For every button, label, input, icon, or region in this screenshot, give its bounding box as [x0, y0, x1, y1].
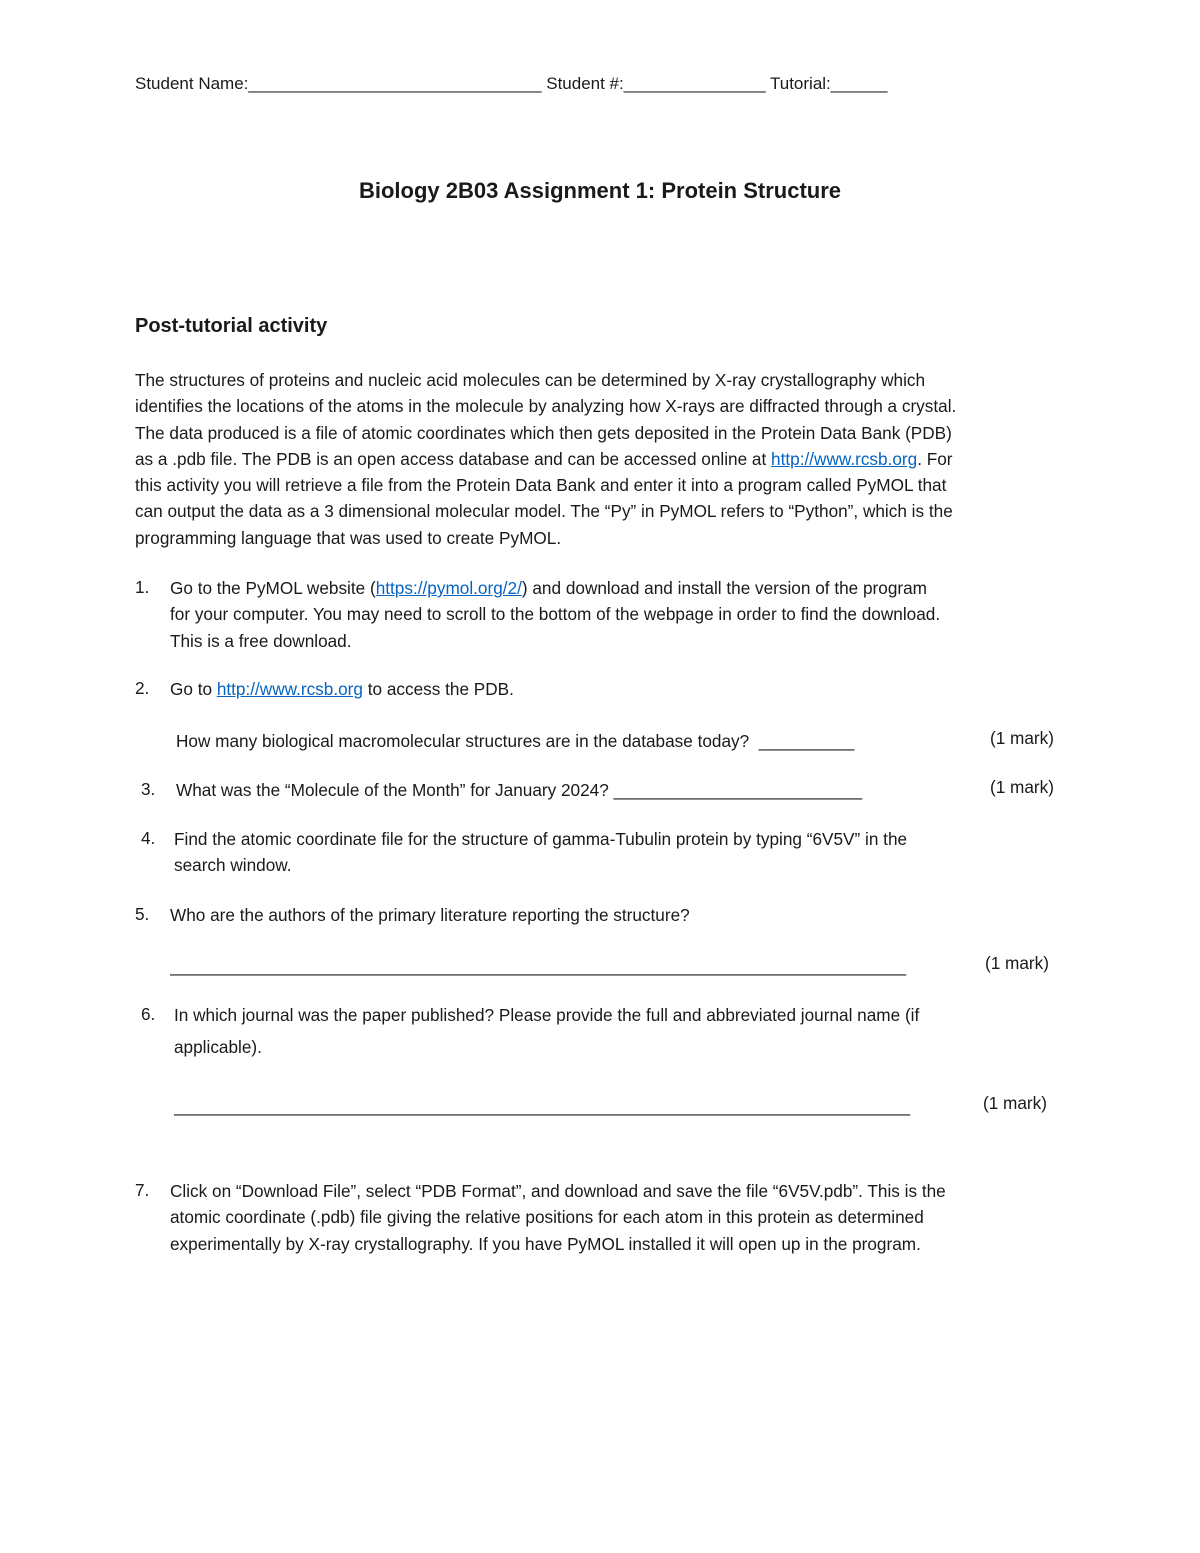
student-info-header — [135, 74, 888, 94]
mark-label: (1 mark) — [985, 953, 1049, 973]
question-line: experimentally by X-ray crystallography. If you have PyMOL installed it will open up in the program. — [170, 1233, 921, 1254]
student-number-label: Student #: — [546, 74, 624, 93]
question-line — [170, 575, 940, 601]
question-text: What was the “Molecule of the Month” for January 2024? — [176, 780, 609, 800]
question-4 — [174, 826, 907, 879]
intro-line — [135, 446, 956, 472]
intro-text: . For — [917, 448, 953, 469]
question-line: applicable). — [174, 1037, 262, 1058]
item-number: 6. — [141, 1004, 156, 1024]
question-5: Who are the authors of the primary literature reporting the structure? — [170, 905, 690, 925]
intro-line: can output the data as a 3 dimensional molecular model. The “Py” in PyMOL refers to “Python”, which is the — [135, 501, 953, 522]
question-text: ) and download and install the version of the program — [521, 578, 927, 598]
question-1 — [170, 575, 940, 654]
item-number: 3. — [141, 779, 156, 799]
tutorial-field[interactable]: ______ — [830, 74, 888, 93]
question-text: Go to — [170, 679, 217, 699]
question-text: How many biological macromolecular structures are in the database today? — [176, 731, 750, 751]
question-line: for your computer. You may need to scroll to the bottom of the webpage in order to find the download. — [170, 604, 941, 625]
answer-blank[interactable]: _____________________________________________________________________________ — [170, 956, 907, 976]
item-number: 1. — [135, 577, 150, 597]
question-line: This is a free download. — [170, 630, 352, 651]
answer-blank[interactable]: _____________________________________________________________________________ — [174, 1096, 911, 1116]
student-name-field[interactable]: _______________________________ — [248, 74, 542, 93]
question-line: Click on “Download File”, select “PDB Format”, and download and save the file “6V5V.pdb”. This is the — [170, 1181, 946, 1201]
question-line: In which journal was the paper published? Please provide the full and abbreviated journal name (if — [174, 1005, 920, 1025]
mark-label: (1 mark) — [990, 777, 1054, 797]
question-6 — [174, 1002, 919, 1061]
intro-line: programming language that was used to create PyMOL. — [135, 527, 562, 548]
question-line: search window. — [174, 855, 292, 876]
page-title: Biology 2B03 Assignment 1: Protein Structure — [358, 178, 842, 203]
student-number-field[interactable]: _______________ — [623, 74, 766, 93]
intro-paragraph — [135, 367, 956, 551]
answer-blank[interactable]: __________ — [758, 731, 855, 751]
item-number: 7. — [135, 1180, 150, 1200]
question-2 — [170, 676, 514, 702]
question-text: to access the PDB. — [362, 679, 514, 699]
intro-line: this activity you will retrieve a file from the Protein Data Bank and enter it into a program called PyMOL that — [135, 475, 947, 496]
question-line: Find the atomic coordinate file for the structure of gamma-Tubulin protein by typing “6V5V” in the — [174, 829, 908, 849]
intro-line: The data produced is a file of atomic coordinates which then gets deposited in the Protein Data Bank (PDB) — [135, 422, 952, 443]
item-number: 5. — [135, 904, 150, 924]
question-text: Go to the PyMOL website ( — [170, 578, 376, 598]
rcsb-link[interactable]: http://www.rcsb.org — [216, 679, 363, 699]
section-heading: Post-tutorial activity — [135, 315, 328, 337]
intro-line: identifies the locations of the atoms in the molecule by analyzing how X-rays are diffracted through a crystal. — [135, 396, 957, 417]
rcsb-link[interactable]: http://www.rcsb.org — [771, 448, 918, 469]
tutorial-label: Tutorial: — [770, 74, 831, 93]
item-number: 4. — [141, 828, 156, 848]
mark-label: (1 mark) — [983, 1093, 1047, 1113]
intro-line: The structures of proteins and nucleic acid molecules can be determined by X-ray crystallography which — [135, 370, 926, 390]
intro-text: as a .pdb file. The PDB is an open access database and can be accessed online at — [135, 448, 772, 469]
item-number: 2. — [135, 678, 150, 698]
student-name-label: Student Name: — [135, 74, 249, 93]
mark-label: (1 mark) — [990, 728, 1054, 748]
answer-blank[interactable]: __________________________ — [613, 780, 863, 800]
pymol-link[interactable]: https://pymol.org/2/ — [375, 578, 522, 598]
question-2-sub — [176, 728, 854, 754]
question-7 — [170, 1178, 946, 1257]
question-3 — [176, 777, 862, 803]
question-line: atomic coordinate (.pdb) file giving the relative positions for each atom in this protein as determined — [170, 1207, 924, 1228]
